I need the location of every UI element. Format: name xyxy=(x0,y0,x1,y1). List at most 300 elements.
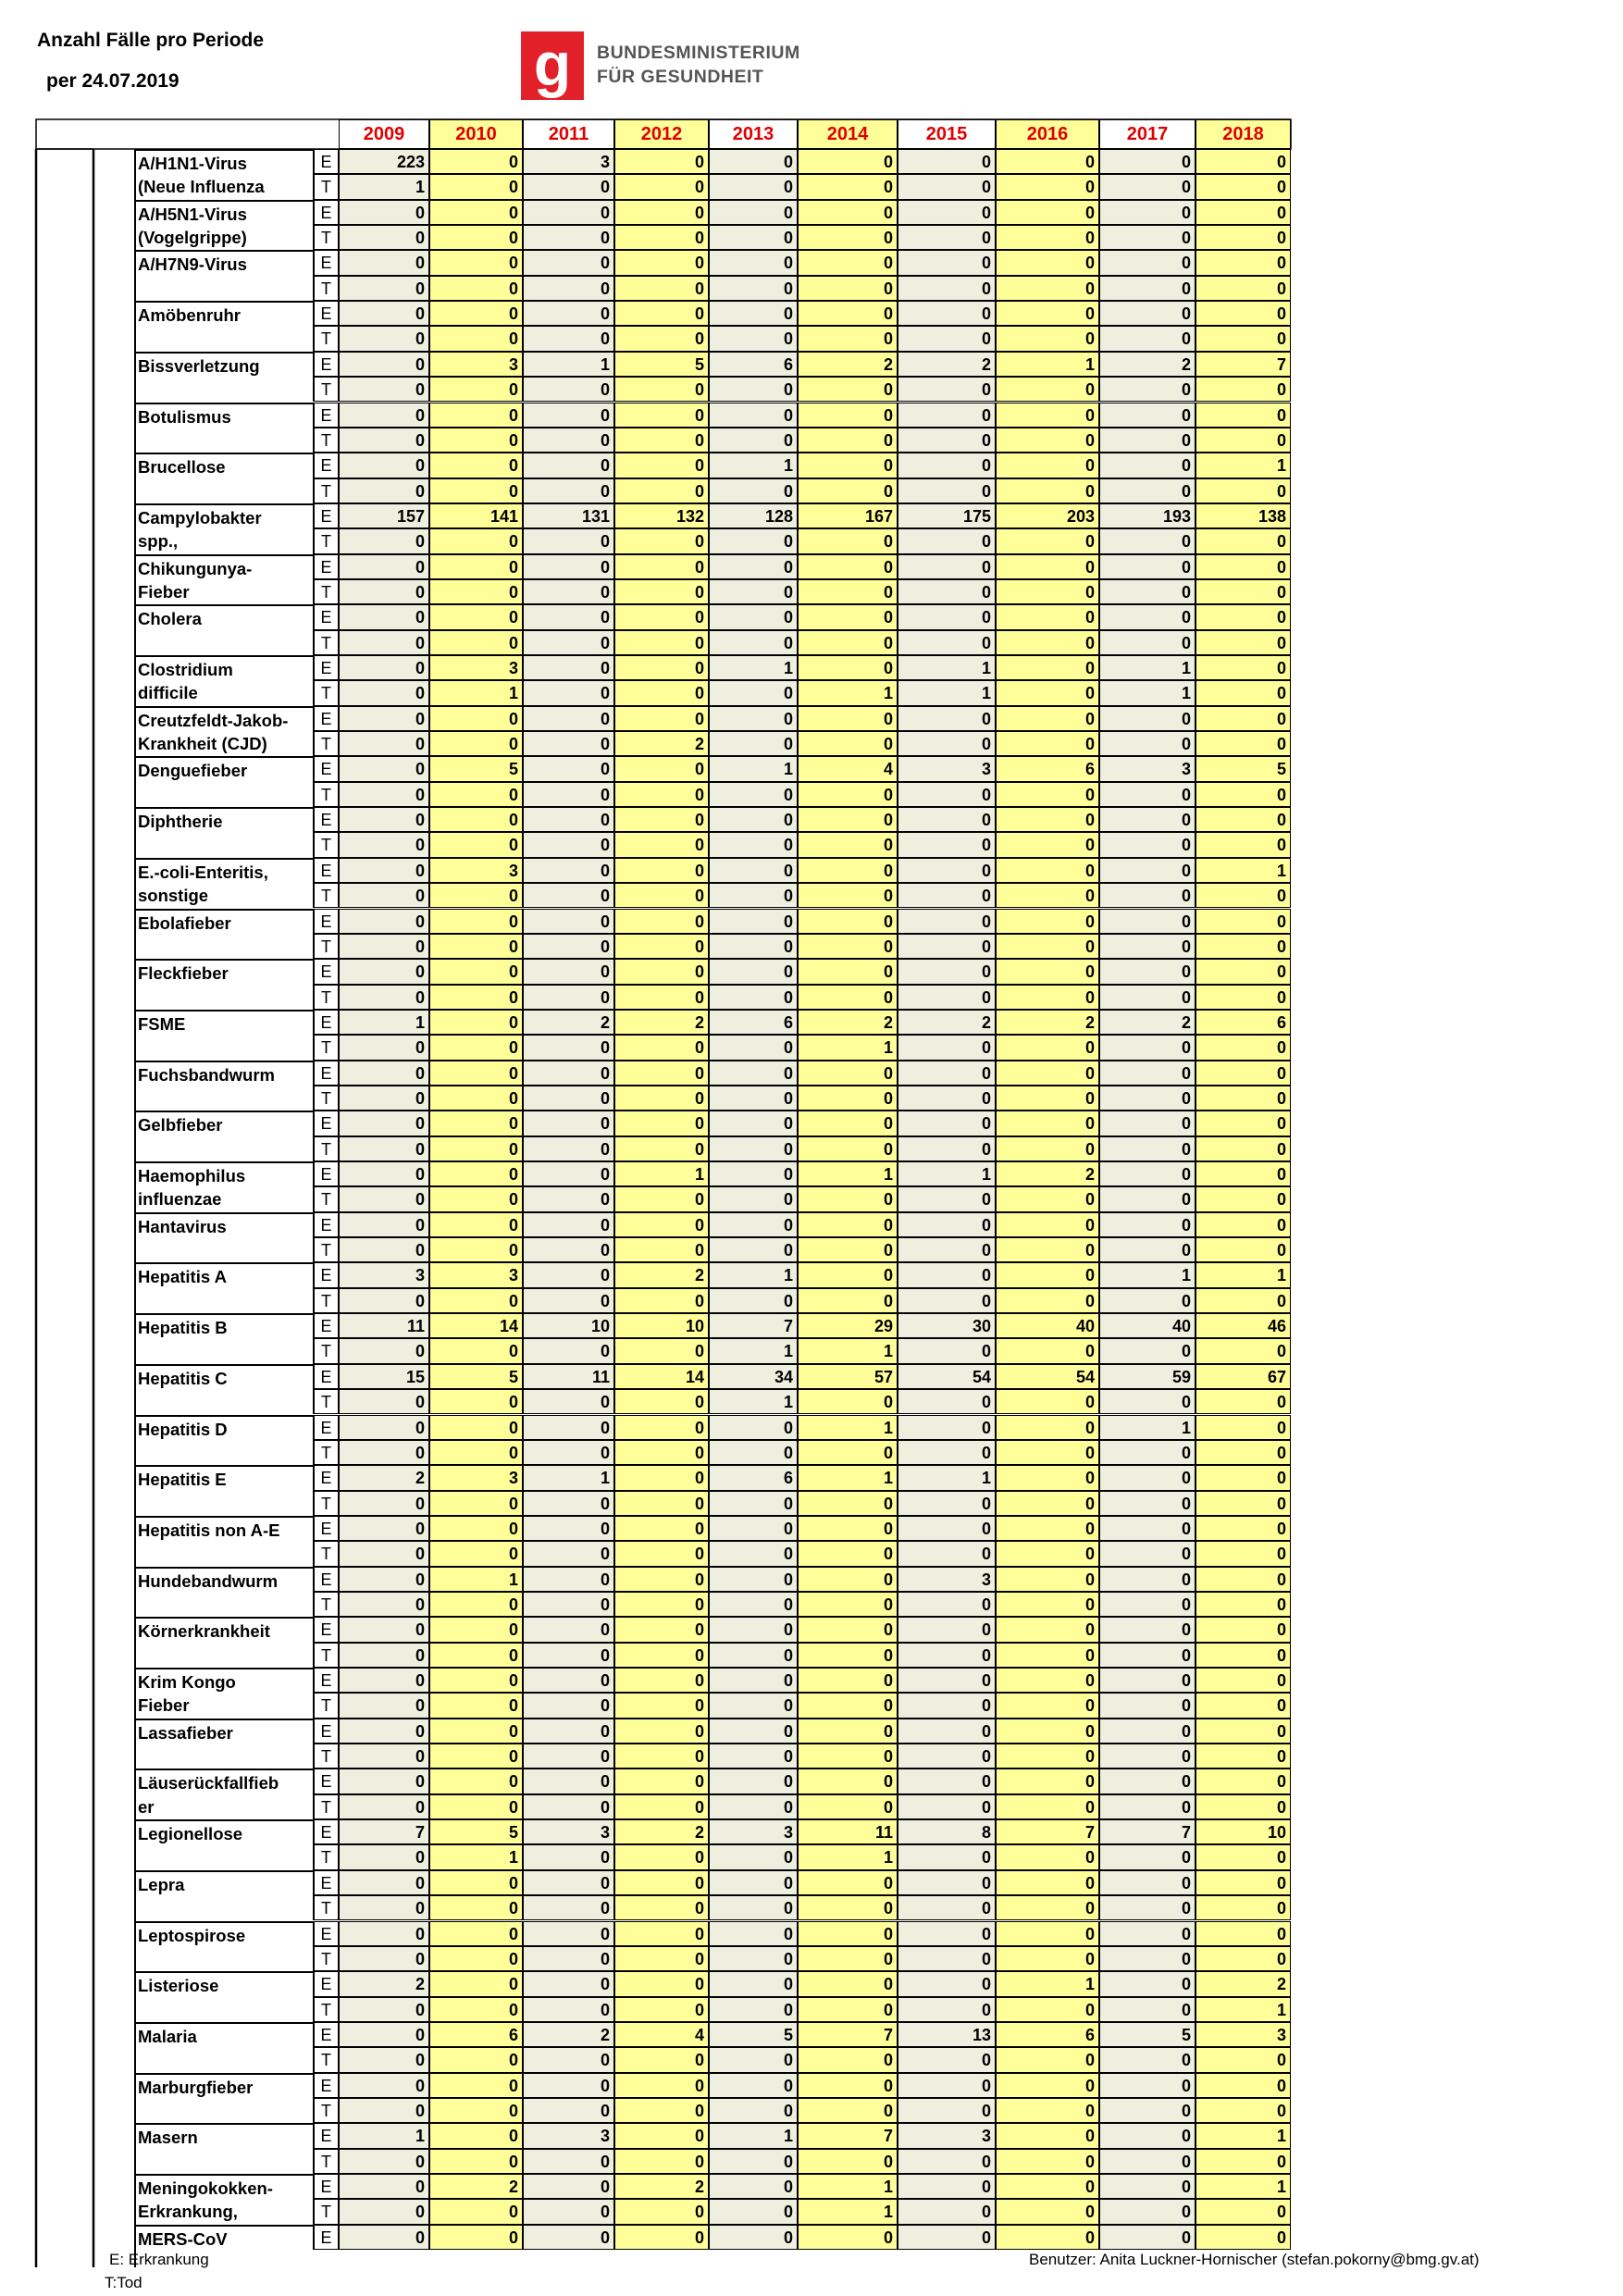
table-cell: 0 xyxy=(898,301,996,326)
table-cell: 5 xyxy=(1196,756,1291,781)
table-cell: 0 xyxy=(798,1643,898,1668)
row-type-marker: E xyxy=(313,352,339,377)
table-cell: 0 xyxy=(339,1212,429,1237)
row-type-marker: T xyxy=(313,2199,339,2224)
table-cell: 131 xyxy=(523,503,614,528)
table-cell: 0 xyxy=(709,1921,798,1946)
table-cell: 0 xyxy=(798,1946,898,1971)
table-cell: 3 xyxy=(523,2123,614,2148)
table-cell: 0 xyxy=(614,1617,709,1642)
disease-label xyxy=(135,377,313,402)
table-cell: 0 xyxy=(1099,1719,1196,1744)
table-cell: 0 xyxy=(798,377,898,402)
table-cell: 0 xyxy=(898,2199,996,2224)
table-cell: 0 xyxy=(798,1288,898,1313)
table-cell: 0 xyxy=(1099,250,1196,275)
table-cell: 0 xyxy=(1196,1415,1291,1440)
table-cell: 0 xyxy=(1196,1541,1291,1566)
row-type-marker: T xyxy=(313,1794,339,1819)
table-cell: 0 xyxy=(1196,1592,1291,1617)
table-cell: 0 xyxy=(996,1111,1099,1136)
table-cell: 0 xyxy=(339,1744,429,1769)
table-cell: 0 xyxy=(614,756,709,781)
table-cell: 0 xyxy=(1099,149,1196,174)
table-cell: 0 xyxy=(614,1643,709,1668)
table-cell: 0 xyxy=(798,2149,898,2174)
table-cell: 0 xyxy=(996,276,1099,301)
table-cell: 0 xyxy=(996,1592,1099,1617)
table-cell: 0 xyxy=(1099,326,1196,351)
table-cell: 0 xyxy=(429,706,523,731)
table-cell: 0 xyxy=(709,1971,798,1996)
row-type-marker: E xyxy=(313,1262,339,1287)
table-cell: 0 xyxy=(614,453,709,478)
table-cell: 0 xyxy=(429,326,523,351)
table-cell: 0 xyxy=(523,2225,614,2250)
table-cell: 0 xyxy=(523,1794,614,1819)
table-cell: 0 xyxy=(996,1946,1099,1971)
table-cell: 0 xyxy=(1196,782,1291,807)
table-cell: 0 xyxy=(339,706,429,731)
table-cell: 0 xyxy=(1099,1643,1196,1668)
table-cell: 0 xyxy=(996,1921,1099,1946)
table-cell: 0 xyxy=(429,428,523,453)
disease-label: A/H1N1-Virus xyxy=(135,149,313,174)
table-cell: 0 xyxy=(709,680,798,705)
table-cell: 0 xyxy=(429,1870,523,1895)
row-type-marker: E xyxy=(313,1516,339,1541)
table-cell: 0 xyxy=(523,883,614,908)
table-cell: 0 xyxy=(1196,604,1291,629)
table-cell: 0 xyxy=(709,832,798,857)
table-cell: 0 xyxy=(898,1061,996,1086)
table-cell: 0 xyxy=(898,250,996,275)
table-cell: 0 xyxy=(523,1643,614,1668)
disease-label xyxy=(135,428,313,453)
table-cell: 0 xyxy=(898,478,996,503)
table-cell: 0 xyxy=(1099,1895,1196,1920)
table-cell: 0 xyxy=(1196,2073,1291,2098)
table-cell: 0 xyxy=(1196,807,1291,832)
table-cell: 0 xyxy=(523,782,614,807)
table-cell: 0 xyxy=(1099,225,1196,250)
table-cell: 0 xyxy=(1196,731,1291,756)
table-cell: 0 xyxy=(798,604,898,629)
table-cell: 0 xyxy=(898,1288,996,1313)
table-cell: 0 xyxy=(898,1643,996,1668)
table-cell: 0 xyxy=(709,1719,798,1744)
table-cell: 0 xyxy=(798,1111,898,1136)
row-type-marker: E xyxy=(313,1668,339,1693)
table-cell: 0 xyxy=(996,883,1099,908)
table-cell: 0 xyxy=(1099,1693,1196,1718)
table-cell: 0 xyxy=(898,1262,996,1287)
table-cell: 0 xyxy=(339,1516,429,1541)
disease-label xyxy=(135,1035,313,1060)
table-cell: 0 xyxy=(1099,1212,1196,1237)
disease-label xyxy=(135,2047,313,2072)
disease-label: spp., xyxy=(138,531,179,552)
table-cell: 0 xyxy=(339,1338,429,1363)
table-cell: 0 xyxy=(339,1895,429,1920)
table-cell: 0 xyxy=(709,1668,798,1693)
table-cell: 0 xyxy=(614,2149,709,2174)
table-cell: 0 xyxy=(429,1415,523,1440)
table-cell: 0 xyxy=(339,554,429,579)
table-cell: 0 xyxy=(614,149,709,174)
table-cell: 157 xyxy=(339,503,429,528)
table-cell: 0 xyxy=(339,1643,429,1668)
table-cell: 0 xyxy=(996,174,1099,199)
table-cell: 0 xyxy=(798,149,898,174)
table-cell: 0 xyxy=(1099,403,1196,428)
table-cell: 0 xyxy=(898,554,996,579)
table-cell: 0 xyxy=(614,1491,709,1516)
table-cell: 0 xyxy=(1196,1844,1291,1869)
table-cell: 0 xyxy=(429,909,523,934)
table-cell: 0 xyxy=(1196,630,1291,655)
table-cell: 0 xyxy=(709,1415,798,1440)
disease-label: Hepatitis A xyxy=(135,1262,313,1287)
row-type-marker: E xyxy=(313,403,339,428)
table-cell: 0 xyxy=(339,934,429,959)
row-type-marker: E xyxy=(313,2022,339,2047)
table-cell: 0 xyxy=(798,1592,898,1617)
legend-erkrankung: E: Erkrankung xyxy=(109,2251,209,2268)
table-cell: 0 xyxy=(429,1719,523,1744)
table-cell: 0 xyxy=(429,528,523,553)
table-cell: 0 xyxy=(523,832,614,857)
table-cell: 0 xyxy=(339,276,429,301)
table-cell: 0 xyxy=(996,1415,1099,1440)
table-cell: 14 xyxy=(429,1313,523,1338)
table-cell: 0 xyxy=(614,706,709,731)
table-cell: 0 xyxy=(429,200,523,225)
table-cell: 0 xyxy=(1196,301,1291,326)
table-cell: 0 xyxy=(798,1870,898,1895)
table-cell: 0 xyxy=(339,731,429,756)
table-cell: 0 xyxy=(614,1516,709,1541)
table-cell: 0 xyxy=(898,934,996,959)
disease-label: Chikungunya- xyxy=(135,554,313,579)
table-cell: 0 xyxy=(709,1288,798,1313)
table-cell: 0 xyxy=(614,2073,709,2098)
table-cell: 0 xyxy=(798,200,898,225)
row-type-marker: E xyxy=(313,301,339,326)
table-cell: 0 xyxy=(709,1516,798,1541)
table-cell: 0 xyxy=(523,1567,614,1592)
table-cell: 0 xyxy=(996,680,1099,705)
table-cell: 0 xyxy=(996,1693,1099,1718)
table-cell: 0 xyxy=(1099,428,1196,453)
table-cell: 0 xyxy=(339,680,429,705)
table-cell: 0 xyxy=(339,2073,429,2098)
table-cell: 0 xyxy=(996,2098,1099,2123)
disease-label: Erkrankung, xyxy=(138,2202,238,2222)
table-cell: 0 xyxy=(429,1288,523,1313)
disease-label: difficile xyxy=(138,683,198,703)
table-cell: 0 xyxy=(1099,453,1196,478)
row-type-marker: E xyxy=(313,2073,339,2098)
table-cell: 0 xyxy=(898,2149,996,2174)
table-cell: 0 xyxy=(898,1035,996,1060)
table-cell: 0 xyxy=(339,630,429,655)
disease-label: Ebolafieber xyxy=(135,909,313,934)
table-cell: 1 xyxy=(709,1389,798,1414)
table-cell: 0 xyxy=(898,832,996,857)
table-cell: 0 xyxy=(1196,403,1291,428)
row-type-marker: E xyxy=(313,1364,339,1389)
table-cell: 0 xyxy=(798,832,898,857)
table-cell: 0 xyxy=(1196,1921,1291,1946)
table-cell: 1 xyxy=(898,680,996,705)
table-cell: 0 xyxy=(429,2123,523,2148)
table-cell: 0 xyxy=(709,1794,798,1819)
table-cell: 223 xyxy=(339,149,429,174)
table-cell: 0 xyxy=(996,1668,1099,1693)
row-type-marker: E xyxy=(313,2174,339,2199)
disease-label: Fieber xyxy=(138,1695,190,1716)
table-cell: 167 xyxy=(798,503,898,528)
table-cell: 0 xyxy=(1196,200,1291,225)
disease-label xyxy=(135,985,313,1010)
table-cell: 0 xyxy=(429,1491,523,1516)
table-cell: 0 xyxy=(339,1237,429,1262)
row-type-marker: T xyxy=(313,579,339,604)
table-cell: 0 xyxy=(996,1567,1099,1592)
table-cell: 3 xyxy=(898,2123,996,2148)
table-cell: 7 xyxy=(996,1819,1099,1844)
table-cell: 0 xyxy=(523,1541,614,1566)
table-cell: 3 xyxy=(429,352,523,377)
table-cell: 0 xyxy=(996,1061,1099,1086)
table-cell: 0 xyxy=(614,250,709,275)
table-cell: 0 xyxy=(339,1668,429,1693)
disease-label xyxy=(135,1946,313,1971)
disease-label: Läuserückfallfieb xyxy=(135,1769,313,1793)
table-cell: 0 xyxy=(614,604,709,629)
table-cell: 0 xyxy=(523,1212,614,1237)
table-cell: 0 xyxy=(709,1870,798,1895)
table-cell: 6 xyxy=(709,352,798,377)
table-cell: 2 xyxy=(1196,1971,1291,1996)
table-cell: 0 xyxy=(523,1668,614,1693)
table-cell: 3 xyxy=(898,1567,996,1592)
table-cell: 1 xyxy=(1196,453,1291,478)
table-cell: 0 xyxy=(798,528,898,553)
table-cell: 1 xyxy=(429,1567,523,1592)
table-cell: 0 xyxy=(898,2073,996,2098)
table-cell: 0 xyxy=(898,1870,996,1895)
table-cell: 0 xyxy=(798,250,898,275)
table-cell: 0 xyxy=(1099,604,1196,629)
table-cell: 0 xyxy=(709,2073,798,2098)
table-cell: 0 xyxy=(1099,1592,1196,1617)
table-cell: 0 xyxy=(709,985,798,1010)
table-cell: 0 xyxy=(898,2174,996,2199)
disease-label xyxy=(135,782,313,807)
table-cell: 8 xyxy=(898,1819,996,1844)
row-type-marker: T xyxy=(313,1389,339,1414)
table-cell: 0 xyxy=(898,1844,996,1869)
row-type-marker: E xyxy=(313,959,339,984)
row-type-marker: E xyxy=(313,1010,339,1035)
table-cell: 0 xyxy=(523,934,614,959)
disease-label: Cholera xyxy=(135,604,313,629)
table-cell: 0 xyxy=(1099,1288,1196,1313)
row-type-marker: E xyxy=(313,149,339,174)
table-cell: 0 xyxy=(523,1744,614,1769)
row-type-marker: T xyxy=(313,883,339,908)
table-cell: 1 xyxy=(1099,1262,1196,1287)
table-cell: 0 xyxy=(614,883,709,908)
disease-label xyxy=(135,1592,313,1617)
row-type-marker: T xyxy=(313,1744,339,1769)
table-cell: 0 xyxy=(898,909,996,934)
table-cell: 7 xyxy=(798,2022,898,2047)
table-cell: 0 xyxy=(798,1971,898,1996)
table-cell: 0 xyxy=(996,1643,1099,1668)
row-type-marker: T xyxy=(313,731,339,756)
table-cell: 0 xyxy=(429,1516,523,1541)
table-cell: 0 xyxy=(523,985,614,1010)
table-cell: 0 xyxy=(429,985,523,1010)
disease-label: Fieber xyxy=(138,581,190,602)
table-cell: 0 xyxy=(1099,2047,1196,2072)
table-cell: 0 xyxy=(614,630,709,655)
table-cell: 0 xyxy=(709,731,798,756)
table-cell: 0 xyxy=(996,1440,1099,1465)
row-type-marker: T xyxy=(313,1186,339,1211)
table-cell: 0 xyxy=(339,883,429,908)
table-cell: 0 xyxy=(523,1971,614,1996)
table-cell: 0 xyxy=(429,1744,523,1769)
table-cell: 0 xyxy=(1196,1186,1291,1211)
table-cell: 0 xyxy=(996,782,1099,807)
table-cell: 0 xyxy=(523,2073,614,2098)
table-cell: 0 xyxy=(1099,1870,1196,1895)
table-cell: 0 xyxy=(429,1161,523,1186)
table-cell: 0 xyxy=(898,428,996,453)
table-cell: 0 xyxy=(798,1668,898,1693)
table-cell: 0 xyxy=(523,528,614,553)
table-cell: 0 xyxy=(614,1465,709,1490)
table-cell: 0 xyxy=(996,1997,1099,2022)
table-cell: 0 xyxy=(614,326,709,351)
table-cell: 0 xyxy=(339,1415,429,1440)
table-cell: 0 xyxy=(339,985,429,1010)
table-cell: 0 xyxy=(798,2098,898,2123)
table-cell: 0 xyxy=(1099,1338,1196,1363)
table-cell: 0 xyxy=(1099,1186,1196,1211)
table-cell: 0 xyxy=(523,1086,614,1111)
table-cell: 0 xyxy=(339,1186,429,1211)
table-cell: 0 xyxy=(614,909,709,934)
table-cell: 0 xyxy=(614,1592,709,1617)
table-cell: 6 xyxy=(709,1465,798,1490)
table-cell: 0 xyxy=(523,453,614,478)
table-cell: 0 xyxy=(709,1161,798,1186)
row-type-marker: T xyxy=(313,2047,339,2072)
table-cell: 0 xyxy=(429,1617,523,1642)
table-cell: 0 xyxy=(709,1617,798,1642)
disease-label xyxy=(135,1237,313,1262)
row-type-marker: E xyxy=(313,1719,339,1744)
table-cell: 0 xyxy=(339,2174,429,2199)
row-type-marker: E xyxy=(313,706,339,731)
table-cell: 0 xyxy=(996,706,1099,731)
table-cell: 0 xyxy=(709,604,798,629)
table-cell: 0 xyxy=(429,2225,523,2250)
table-cell: 0 xyxy=(709,1061,798,1086)
table-cell: 0 xyxy=(339,528,429,553)
table-cell: 0 xyxy=(614,554,709,579)
table-cell: 2 xyxy=(1099,352,1196,377)
table-cell: 0 xyxy=(1196,1617,1291,1642)
row-type-marker: E xyxy=(313,2123,339,2148)
table-cell: 0 xyxy=(429,554,523,579)
table-cell: 1 xyxy=(709,655,798,680)
table-cell: 0 xyxy=(1196,579,1291,604)
table-cell: 0 xyxy=(1196,934,1291,959)
disease-label xyxy=(135,1997,313,2022)
table-cell: 0 xyxy=(1196,1061,1291,1086)
table-cell: 10 xyxy=(1196,1819,1291,1844)
table-cell: 6 xyxy=(996,756,1099,781)
row-type-marker: T xyxy=(313,782,339,807)
table-cell: 0 xyxy=(1099,1111,1196,1136)
table-cell: 1 xyxy=(429,1844,523,1869)
table-cell: 0 xyxy=(339,250,429,275)
table-cell: 0 xyxy=(709,250,798,275)
table-cell: 0 xyxy=(898,782,996,807)
table-cell: 40 xyxy=(996,1313,1099,1338)
row-type-marker: T xyxy=(313,1844,339,1869)
table-cell: 0 xyxy=(898,883,996,908)
table-cell: 0 xyxy=(339,1288,429,1313)
table-cell: 0 xyxy=(1196,554,1291,579)
disease-label: Creutzfeldt-Jakob- xyxy=(135,706,313,731)
table-cell: 0 xyxy=(339,1035,429,1060)
table-cell: 0 xyxy=(1099,1567,1196,1592)
disease-label xyxy=(135,1844,313,1869)
table-cell: 0 xyxy=(523,428,614,453)
table-cell: 0 xyxy=(429,1668,523,1693)
table-cell: 1 xyxy=(1196,1997,1291,2022)
row-type-marker: T xyxy=(313,1491,339,1516)
disease-label xyxy=(135,478,313,503)
table-cell: 0 xyxy=(1099,1769,1196,1793)
table-cell: 0 xyxy=(1196,1693,1291,1718)
table-cell: 0 xyxy=(709,326,798,351)
table-cell: 0 xyxy=(996,1338,1099,1363)
table-cell: 0 xyxy=(709,225,798,250)
table-cell: 0 xyxy=(898,276,996,301)
svg-text:g: g xyxy=(533,31,572,98)
table-cell: 0 xyxy=(1196,909,1291,934)
table-cell: 5 xyxy=(614,352,709,377)
table-cell: 0 xyxy=(429,1971,523,1996)
table-cell: 0 xyxy=(523,909,614,934)
row-type-marker: T xyxy=(313,1338,339,1363)
table-cell: 0 xyxy=(996,1237,1099,1262)
disease-label: Hepatitis D xyxy=(135,1415,313,1440)
table-cell: 0 xyxy=(614,478,709,503)
table-cell: 0 xyxy=(523,326,614,351)
table-cell: 0 xyxy=(709,1744,798,1769)
table-cell: 0 xyxy=(798,858,898,883)
table-cell: 0 xyxy=(898,1111,996,1136)
